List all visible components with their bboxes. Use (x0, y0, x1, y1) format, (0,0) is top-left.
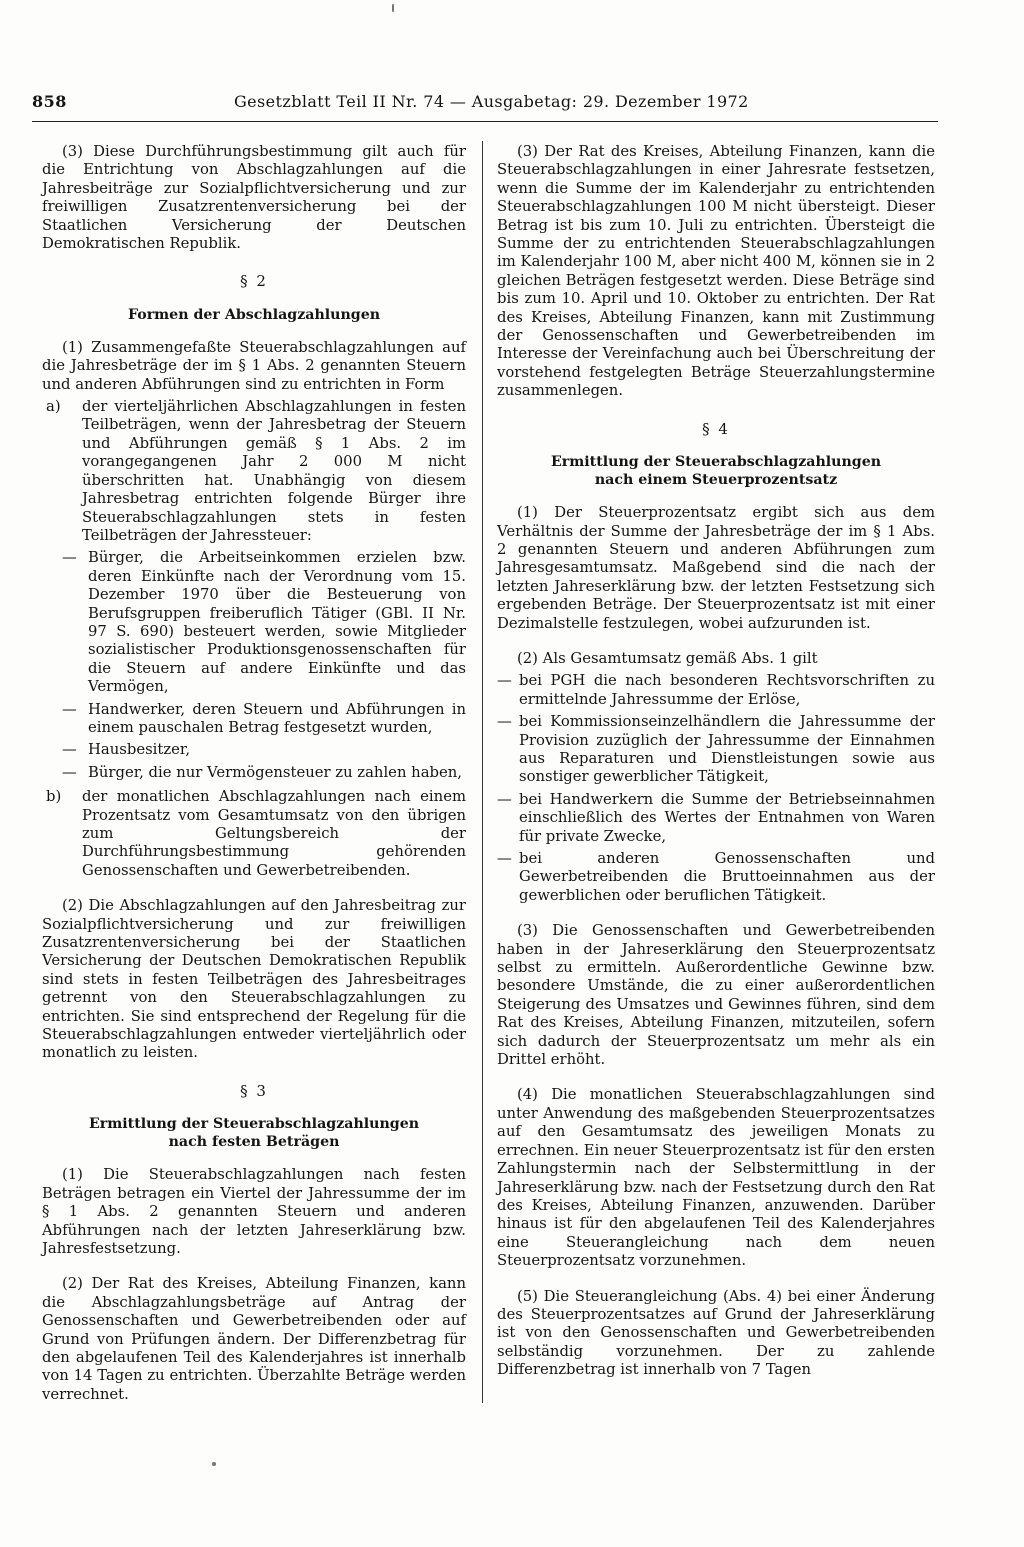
paragraph: (2) Der Rat des Kreises, Abteilung Finanzen, kann die Abschlagzahlungsbeträge auf Antrag der Genossenschaften und Gewerbetreibenden oder auf Grund von Prüfungen ändern. Der Differenzbetrag für den abgelaufenen Teil des Kalenderjahres ist innerhalb von 14 Tagen zu entrichten. Überzahlte Beträge werden verrechnet. (42, 1275, 466, 1403)
dash-marker: — (497, 672, 512, 690)
list-text: der vierteljährlichen Abschlagzahlungen in festen Teilbeträgen, wenn der Jahresbetrag der Steuern und Abführungen gemäß § 1 Abs. 2 im vorangegangenen Jahr 2 000 M nicht überschritten hat. Unabhängig von diesem Jahresbetrag entrichten folgende Bürger ihre Steuerabschlagzahlungen stets in festen Teilbeträgen der Jahressteuer: (82, 398, 466, 544)
paragraph: (5) Die Steuerangleichung (Abs. 4) bei einer Änderung des Steuerprozentsatzes auf Grund der Jahreserklärung ist von den Genossenschaften und Gewerbetreibenden selbständig vorzunehmen. Der zu zahlende Differenzbetrag ist innerhalb von 7 Tagen (497, 1287, 935, 1379)
dash-marker: — (62, 763, 77, 781)
page-header (32, 92, 938, 122)
paragraph: (3) Der Rat des Kreises, Abteilung Finanzen, kann die Steuerabschlagzahlungen in einer Jahresrate festsetzen, wenn die Summe der im Kalenderjahr zu entrichtenden Steuerabschlagzahlungen 100 M nicht übersteigt. Dieser Betrag ist bis zum 10. Juli zu entrichten. Übersteigt die Summe der zu entrichtenden Steuerabschlagzahlungen im Kalenderjahr 100 M, aber nicht 400 M, können sie in 2 gleichen Beträgen festgesetzt werden. Diese Beträge sind bis zum 10. April und 10. Oktober zu entrichten. Der Rat des Kreises, Abteilung Finanzen, kann mit Zustimmung der Genossenschaften und Gewerbetreibenden im Interesse der Vereinfachung auch bei Überschreitung der vorstehend festgelegten Beträge Steuerzahlungstermine zusammenlegen. (497, 143, 935, 400)
right-column (497, 143, 935, 1380)
dash-item (497, 672, 935, 709)
section-title-line: nach einem Steuerprozentsatz (594, 472, 838, 489)
section-title (497, 453, 935, 489)
left-column (42, 143, 466, 1404)
dash-marker: — (62, 700, 77, 718)
header-title: Gesetzblatt Teil II Nr. 74 — Ausgabetag: 29. Dezember 1972 (234, 92, 749, 111)
paragraph: (2) Die Abschlagzahlungen auf den Jahresbeitrag zur Sozialpflichtversicherung und zur freiwilligen Zusatzrentenversicherung bei der Staatlichen Versicherung der Deutschen Demokratischen Republik sind stets in festen Teilbeträgen des Jahresbeitrages getrennt von den Steuerabschlagzahlungen zu entrichten. Sie sind entsprechend der Regelung für die Steuerabschlagzahlungen entweder vierteljährlich oder monatlich zu leisten. (42, 897, 466, 1062)
dash-text: Bürger, die nur Vermögensteuer zu zahlen haben, (88, 763, 462, 781)
paragraph: (1) Zusammengefaßte Steuerabschlagzahlungen auf die Jahresbeträge der im § 1 Abs. 2 genannten Steuern und anderen Abführungen sind zu entrichten in Form (42, 338, 466, 393)
dash-text: Hausbesitzer, (88, 741, 191, 759)
section-number: § 2 (240, 272, 268, 291)
section-title-line: Ermittlung der Steuerabschlagzahlungen (88, 1116, 420, 1133)
dash-item (497, 713, 935, 787)
list-item-b (42, 788, 466, 880)
dash-item (497, 791, 935, 846)
paragraph: (3) Die Genossenschaften und Gewerbetreibenden haben in der Jahreserklärung den Steuerprozentsatz selbst zu ermitteln. Außerordentliche Gewinne bzw. besondere Umstände, die zu einer außerordentlichen Steigerung des Umsatzes und Gewinnes führen, sind dem Rat des Kreises, Abteilung Finanzen, mitzuteilen, sofern sich dadurch der Steuerprozentsatz um mehr als ein Drittel erhöht. (497, 922, 935, 1069)
paragraph: (2) Als Gesamtumsatz gemäß Abs. 1 gilt (517, 649, 818, 667)
dash-marker: — (62, 741, 77, 759)
column-divider (482, 141, 483, 1403)
dash-item (42, 764, 466, 782)
page-number: 858 (32, 92, 67, 111)
section-title (42, 306, 466, 324)
dash-text: Handwerker, deren Steuern und Abführungen in einem pauschalen Betrag festgesetzt wurden, (88, 700, 466, 736)
dash-marker: — (62, 549, 77, 567)
header-rule (32, 121, 938, 122)
dash-text: bei Handwerkern die Summe der Betriebseinnahmen einschließlich des Wertes der Entnahmen von Waren für private Zwecke, (519, 790, 935, 845)
dash-text: bei PGH die nach besonderen Rechtsvorschriften zu ermittelnde Jahressumme der Erlöse, (519, 672, 935, 708)
dash-text: Bürger, die Arbeitseinkommen erzielen bzw. deren Einkünfte nach der Verordnung vom 15. Dezember 1970 über die Besteuerung von Berufsgruppen freiberuflich Tätiger (GBl. II Nr. 97 S. 690) besteuert werden, sowie Mitglieder sozialistischer Produktionsgenossenschaften für die Steuern auf andere Einkünfte und das Vermögen, (88, 549, 466, 696)
dash-marker: — (497, 713, 512, 731)
section-title (42, 1115, 466, 1151)
paragraph: (4) Die monatlichen Steuerabschlagzahlungen sind unter Anwendung des maßgebenden Steuerprozentsatzes auf den Gesamtumsatz des jeweiligen Monats zu errechnen. Ein neuer Steuerprozentsatz ist für den ersten Zahlungstermin nach der Selbstermittlung in der Jahreserklärung bzw. nach der Festsetzung durch den Rat des Kreises, Abteilung Finanzen, anzuwenden. Darüber hinaus ist für den abgelaufenen Teil des Kalenderjahres eine Steuerangleichung nach dem neuen Steuerprozentsatz vorzunehmen. (497, 1086, 935, 1270)
dash-text: bei anderen Genossenschaften und Gewerbetreibenden die Bruttoeinnahmen aus der gewerblichen oder beruflichen Tätigkeit. (519, 850, 935, 904)
dash-item (42, 701, 466, 738)
paragraph: (1) Die Steuerabschlagzahlungen nach festen Beträgen betragen ein Viertel der Jahressumme der im § 1 Abs. 2 genannten Steuern und anderen Abführungen nach der letzten Jahreserklärung bzw. Jahresfestsetzung. (42, 1166, 466, 1257)
section-number: § 3 (240, 1081, 268, 1100)
section-number: § 4 (702, 419, 730, 438)
dash-marker: — (497, 850, 512, 867)
section-title-line: Ermittlung der Steuerabschlagzahlungen (550, 454, 882, 471)
scan-speck (212, 1462, 216, 1466)
list-label: b) (46, 788, 62, 806)
section-title-line: Formen der Abschlagzahlungen (127, 306, 381, 323)
dash-item (497, 850, 935, 905)
section-title-line: nach festen Beträgen (168, 1134, 340, 1151)
dash-text: bei Kommissionseinzelhändlern die Jahressumme der Provision zuzüglich der Jahressumme der Einnahmen aus Reparaturen und Dienstleistungen sowie aus sonstiger gewerblicher Tätigkeit, (519, 713, 935, 786)
list-text: der monatlichen Abschlagzahlungen nach einem Prozentsatz vom Gesamtumsatz von den übrigen zum Geltungsbereich der Durchführungsbestimmung gehörenden Genossenschaften und Gewerbetreibenden. (82, 788, 466, 879)
dash-marker: — (497, 790, 512, 808)
paragraph: (3) Diese Durchführungsbestimmung gilt auch für die Entrichtung von Abschlagzahlungen auf die Jahresbeiträge zur Sozialpflichtversicherung und zur freiwilligen Zusatzrentenversicherung bei der Staatlichen Versicherung der Deutschen Demokratischen Republik. (42, 143, 466, 253)
scan-speck (392, 4, 394, 12)
list-label: a) (46, 398, 61, 416)
dash-item (42, 741, 466, 759)
paragraph: (1) Der Steuerprozentsatz ergibt sich aus dem Verhältnis der Summe der Jahresbeträge der im § 1 Abs. 2 genannten Steuern und anderen Abführungen zum Jahresgesamtumsatz. Maßgebend sind die nach der letzten Jahreserklärung bzw. der letzten Festsetzung sich ergebenden Beträge. Der Steuerprozentsatz ist mit einer Dezimalstelle festzulegen, wobei aufzurunden ist. (497, 504, 935, 632)
list-item-a (42, 398, 466, 545)
dash-item (42, 549, 466, 696)
